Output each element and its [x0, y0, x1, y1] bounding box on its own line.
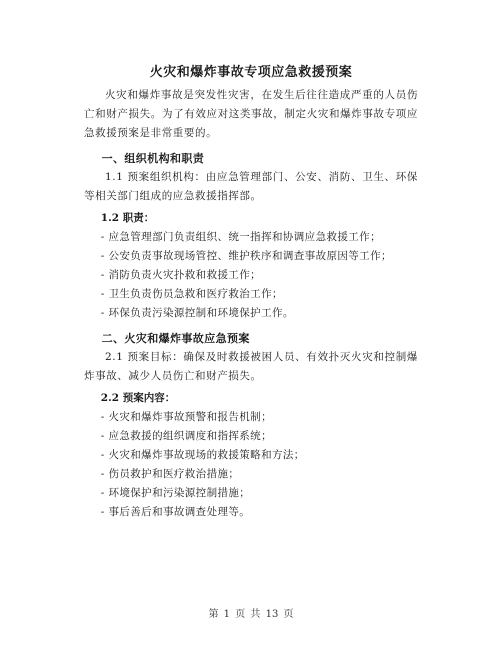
list-item: - 应急管理部门负责组织、统一指挥和协调应急救援工作；	[100, 231, 381, 243]
section-1-2-heading: 1.2 职责：	[100, 212, 155, 224]
list-item: - 环保负责污染源控制和环境保护工作。	[100, 307, 294, 319]
intro-paragraph: 火灾和爆炸事故是突发性灾害，在发生后往往造成严重的人员伤亡和财产损失。为了有效应对这类事故，制定火灾和爆炸事故专项应急救援预案是非常重要的。	[84, 89, 418, 139]
list-item: - 卫生负责伤员急救和医疗救治工作；	[100, 288, 283, 300]
section-1-1-paragraph: 1.1 预案组织机构：由应急管理部门、公安、消防、卫生、环保等相关部门组成的应急救援指挥部。	[84, 171, 418, 202]
document-title: 火灾和爆炸事故专项应急救援预案	[149, 65, 353, 80]
section-2-heading: 二、火灾和爆炸事故应急预案	[101, 332, 250, 345]
section-2-1-paragraph: 2.1 预案目标：确保及时救援被困人员、有效扑灭火灾和控制爆炸事故、减少人员伤亡和财产损失。	[84, 351, 418, 382]
list-item: - 公安负责事故现场管控、维护秩序和调查事故原因等工作；	[100, 250, 392, 262]
section-1-heading: 一、组织机构和职责	[101, 152, 205, 165]
list-item: - 伤员救护和医疗救治措施；	[100, 468, 240, 480]
list-item: - 火灾和爆炸事故现场的救援策略和方法；	[100, 449, 305, 461]
list-item: - 火灾和爆炸事故预警和报告机制；	[100, 411, 272, 423]
section-2-2-heading: 2.2 预案内容：	[100, 392, 176, 404]
list-item: - 环境保护和污染源控制措施；	[100, 487, 251, 499]
document-body	[84, 86, 418, 522]
list-item: - 消防负责火灾扑救和救援工作；	[100, 269, 262, 281]
list-item: - 应急救援的组织调度和指挥系统；	[100, 430, 272, 442]
page-number: 第 1 页 共 13 页	[208, 609, 294, 620]
list-item: - 事后善后和事故调查处理等。	[100, 506, 251, 518]
